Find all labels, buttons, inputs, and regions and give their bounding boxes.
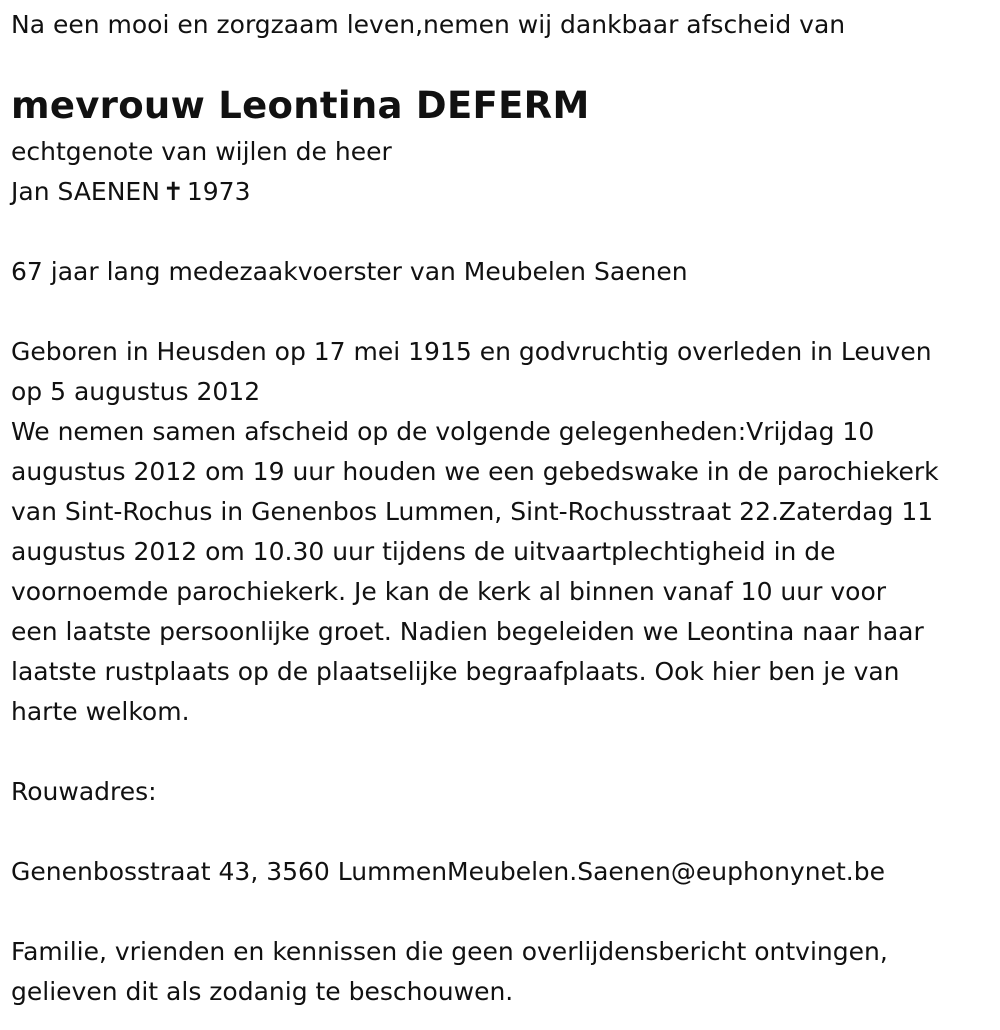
deceased-name: mevrouw Leontina DEFERM: [11, 84, 590, 127]
address-label: Rouwadres:: [11, 777, 157, 806]
ceremony-line: voornoemde parochiekerk. Je kan de kerk al binnen vanaf 10 uur voor: [11, 577, 887, 606]
cross-icon: ✝: [162, 177, 184, 206]
closing-line-1: Familie, vrienden en kennissen die geen overlijdensbericht ontvingen,: [11, 937, 888, 966]
ceremony-line: harte welkom.: [11, 697, 190, 726]
spouse-name: Jan SAENEN: [11, 177, 160, 206]
birth-death-line-2: op 5 augustus 2012: [11, 377, 261, 406]
spouse-line: echtgenote van wijlen de heer: [11, 137, 392, 166]
occupation-text: 67 jaar lang medezaakvoerster van Meubelen Saenen: [11, 257, 688, 286]
intro-text: Na een mooi en zorgzaam leven,nemen wij dankbaar afscheid van: [11, 10, 846, 39]
ceremony-line: van Sint-Rochus in Genenbos Lummen, Sint-Rochusstraat 22.Zaterdag 11: [11, 497, 934, 526]
closing-line-2: gelieven dit als zodanig te beschouwen.: [11, 977, 514, 1006]
address-text: Genenbosstraat 43, 3560 LummenMeubelen.Saenen@euphonynet.be: [11, 857, 885, 886]
birth-death-line-1: Geboren in Heusden op 17 mei 1915 en godvruchtig overleden in Leuven: [11, 337, 932, 366]
ceremony-line: een laatste persoonlijke groet. Nadien begeleiden we Leontina naar haar: [11, 617, 924, 646]
spouse-death-year: 1973: [186, 177, 251, 206]
ceremony-line: augustus 2012 om 10.30 uur tijdens de uitvaartplechtigheid in de: [11, 537, 836, 566]
spouse-name-line: [11, 172, 1000, 212]
ceremony-line: laatste rustplaats op de plaatselijke begraafplaats. Ook hier ben je van: [11, 657, 900, 686]
ceremony-line: augustus 2012 om 19 uur houden we een gebedswake in de parochiekerk: [11, 457, 939, 486]
ceremony-line: We nemen samen afscheid op de volgende gelegenheden:Vrijdag 10: [11, 417, 875, 446]
